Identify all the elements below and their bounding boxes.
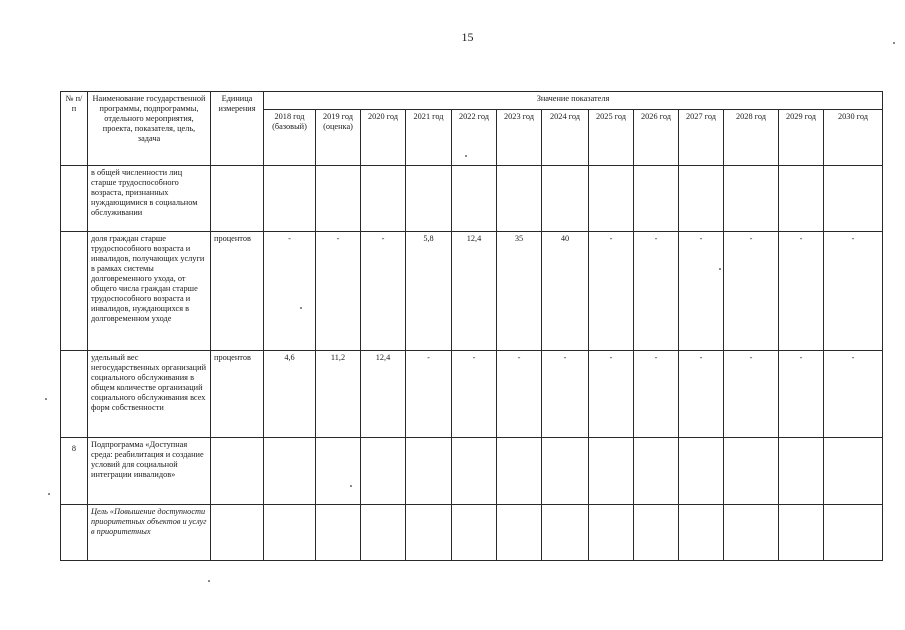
row-unit — [211, 505, 264, 561]
header-year: 2023 год — [497, 110, 542, 166]
header-year: 2019 год (оценка) — [316, 110, 361, 166]
value-cell — [497, 505, 542, 561]
row-name: Подпрограмма «Доступная среда: реабилитация и создание условий для социальной интеграции инвалидов» — [88, 438, 211, 505]
table-row — [61, 438, 883, 505]
row-name: удельный вес негосударственных организаций социального обслуживания в общем количестве организаций социального обслуживания всех форм собственности — [88, 351, 211, 438]
value-cell — [452, 438, 497, 505]
value-cell: - — [497, 351, 542, 438]
value-cell — [634, 505, 679, 561]
value-cell — [824, 438, 883, 505]
value-cell — [724, 166, 779, 232]
value-cell — [542, 438, 589, 505]
value-cell: - — [316, 232, 361, 351]
value-cell — [316, 438, 361, 505]
value-cell — [452, 505, 497, 561]
value-cell — [779, 166, 824, 232]
value-cell: 5,8 — [406, 232, 452, 351]
value-cell — [361, 438, 406, 505]
row-num: 8 — [61, 438, 88, 505]
row-name: Цель «Повышение доступности приоритетных объектов и услуг в приоритетных — [88, 505, 211, 561]
value-cell — [361, 166, 406, 232]
header-year: 2030 год — [824, 110, 883, 166]
value-cell — [264, 438, 316, 505]
scan-speck — [48, 493, 50, 495]
value-cell — [724, 438, 779, 505]
scan-speck — [893, 42, 895, 44]
value-cell — [824, 166, 883, 232]
value-cell: - — [264, 232, 316, 351]
value-cell: - — [724, 351, 779, 438]
row-unit — [211, 438, 264, 505]
header-year: 2024 год — [542, 110, 589, 166]
value-cell — [264, 505, 316, 561]
value-cell: - — [452, 351, 497, 438]
header-year: 2018 год (базовый) — [264, 110, 316, 166]
value-cell — [634, 438, 679, 505]
header-year: 2025 год — [589, 110, 634, 166]
row-name: в общей численности лиц старше трудоспособного возраста, признанных нуждающимися в социальном обслуживании — [88, 166, 211, 232]
indicators-table — [60, 91, 883, 561]
table-row — [61, 166, 883, 232]
scan-speck — [465, 155, 467, 157]
row-unit — [211, 166, 264, 232]
value-cell — [406, 505, 452, 561]
value-cell — [724, 505, 779, 561]
header-year: 2022 год — [452, 110, 497, 166]
row-num — [61, 505, 88, 561]
value-cell — [264, 166, 316, 232]
value-cell — [679, 438, 724, 505]
value-cell — [824, 505, 883, 561]
value-cell: - — [634, 351, 679, 438]
value-cell — [316, 505, 361, 561]
header-year: 2021 год — [406, 110, 452, 166]
value-cell — [542, 505, 589, 561]
row-name: доля граждан старше трудоспособного возраста и инвалидов, получающих услуги в рамках системы долговременного ухода, от общего числа граждан старше трудоспособного возраста и инвалидов, нуждающихся в долговременном уходе — [88, 232, 211, 351]
value-cell: 12,4 — [452, 232, 497, 351]
value-cell: 4,6 — [264, 351, 316, 438]
value-cell — [452, 166, 497, 232]
header-num: № п/п — [61, 92, 88, 166]
value-cell: 12,4 — [361, 351, 406, 438]
scan-speck — [45, 398, 47, 400]
value-cell: - — [824, 232, 883, 351]
value-cell — [779, 505, 824, 561]
table-row — [61, 505, 883, 561]
value-cell: - — [724, 232, 779, 351]
row-num — [61, 166, 88, 232]
value-cell — [679, 166, 724, 232]
scan-speck — [208, 580, 210, 582]
value-cell — [361, 505, 406, 561]
header-year: 2027 год — [679, 110, 724, 166]
value-cell — [589, 505, 634, 561]
header-value-group: Значение показателя — [264, 92, 883, 110]
value-cell — [634, 166, 679, 232]
page-number: 15 — [461, 30, 474, 44]
row-num — [61, 351, 88, 438]
value-cell: - — [542, 351, 589, 438]
table-row — [61, 232, 883, 351]
header-year: 2026 год — [634, 110, 679, 166]
row-unit: процентов — [211, 351, 264, 438]
value-cell: - — [361, 232, 406, 351]
value-cell: - — [634, 232, 679, 351]
scan-speck — [300, 307, 302, 309]
row-unit: процентов — [211, 232, 264, 351]
value-cell: 11,2 — [316, 351, 361, 438]
header-unit: Единица измерения — [211, 92, 264, 166]
value-cell — [589, 438, 634, 505]
value-cell: - — [406, 351, 452, 438]
scan-speck — [719, 268, 721, 270]
header-year: 2028 год — [724, 110, 779, 166]
value-cell: 35 — [497, 232, 542, 351]
value-cell — [497, 438, 542, 505]
scan-speck — [350, 485, 352, 487]
table-row — [61, 351, 883, 438]
value-cell: - — [679, 232, 724, 351]
value-cell: - — [589, 232, 634, 351]
value-cell — [497, 166, 542, 232]
value-cell: - — [679, 351, 724, 438]
value-cell — [316, 166, 361, 232]
header-year: 2020 год — [361, 110, 406, 166]
value-cell — [406, 166, 452, 232]
value-cell: - — [779, 232, 824, 351]
value-cell — [589, 166, 634, 232]
value-cell — [679, 505, 724, 561]
value-cell: - — [589, 351, 634, 438]
value-cell — [406, 438, 452, 505]
value-cell — [779, 438, 824, 505]
header-row-top — [61, 92, 883, 110]
value-cell: 40 — [542, 232, 589, 351]
row-num — [61, 232, 88, 351]
value-cell: - — [779, 351, 824, 438]
header-name: Наименование государственной программы, подпрограммы, отдельного мероприятия, проекта, показателя, цель, задача — [88, 92, 211, 166]
value-cell: - — [824, 351, 883, 438]
value-cell — [542, 166, 589, 232]
header-year: 2029 год — [779, 110, 824, 166]
